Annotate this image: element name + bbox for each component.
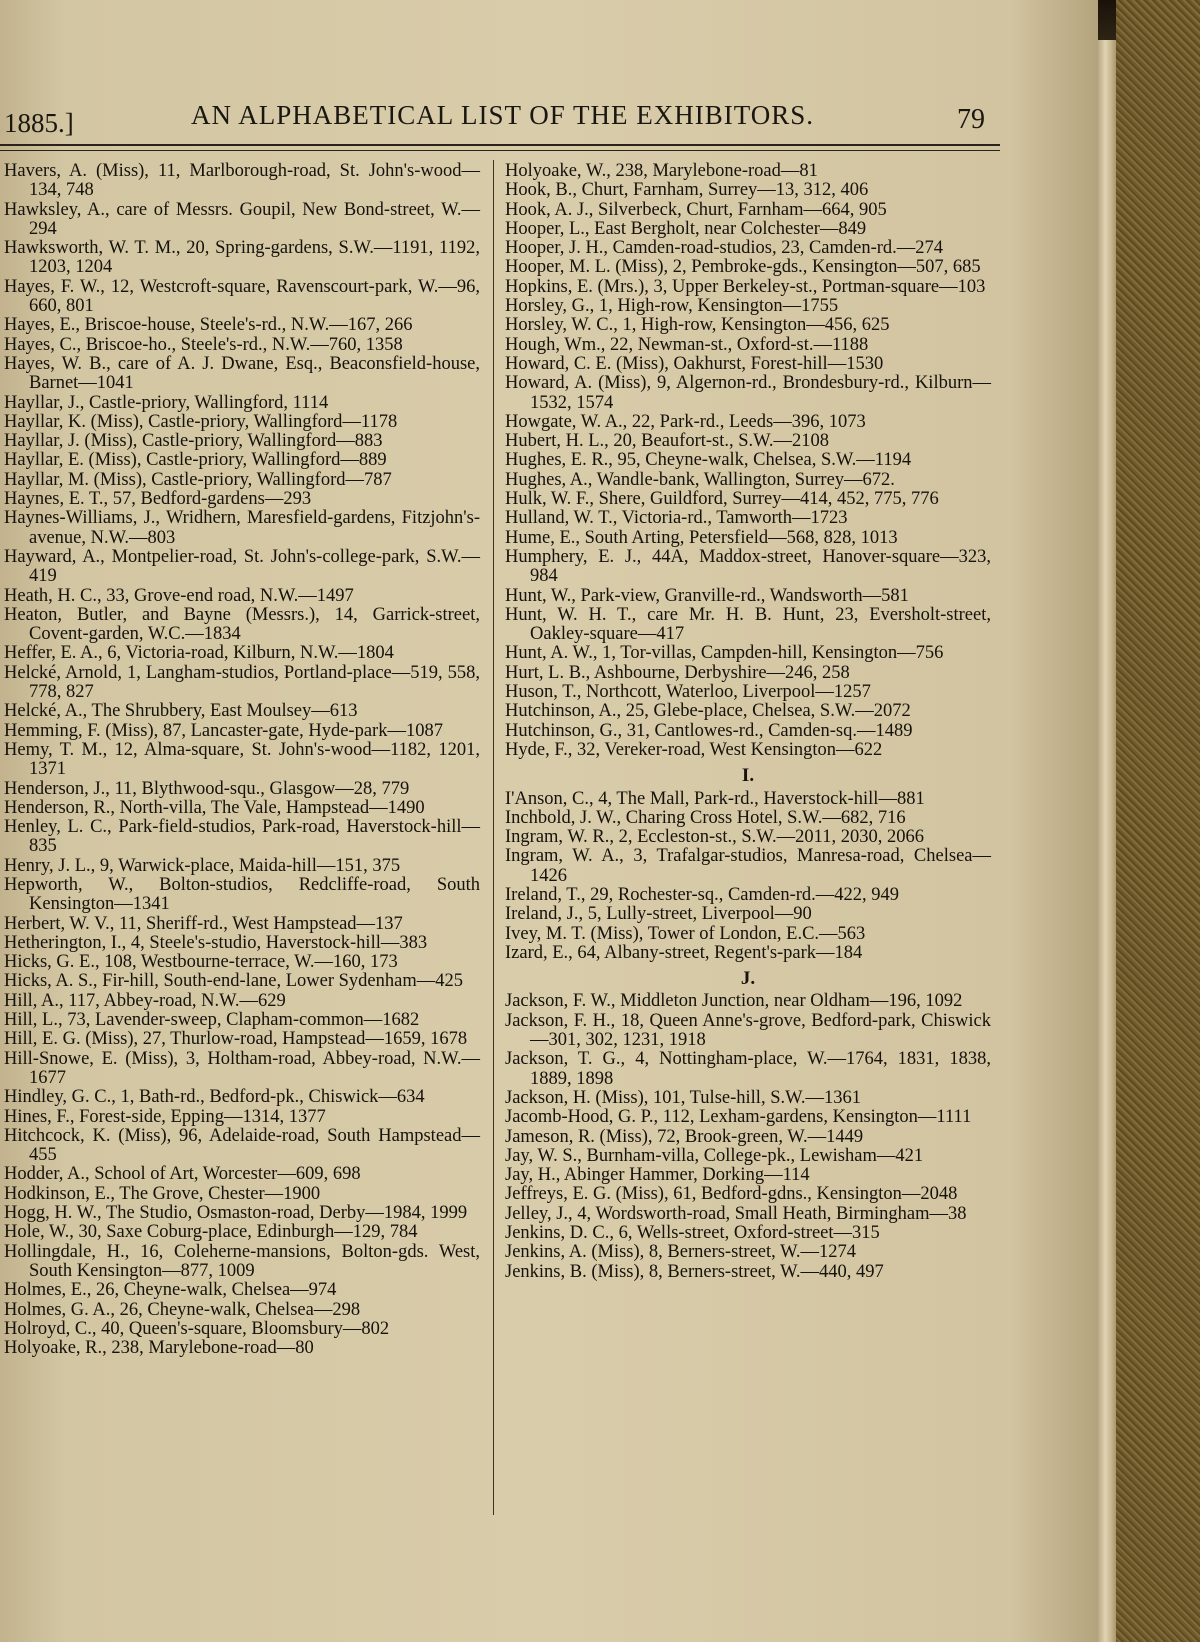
exhibitor-entry: Jackson, H. (Miss), 101, Tulse-hill, S.W.—1361: [505, 1087, 861, 1108]
exhibitor-entry: I'Anson, C., 4, The Mall, Park-rd., Haverstock-hill—881: [505, 788, 925, 809]
exhibitor-entry: Hodkinson, E., The Grove, Chester—1900: [4, 1183, 321, 1204]
j-entries-list: [505, 992, 991, 1281]
header-rule-thick: [0, 144, 1000, 146]
exhibitor-entry: Hume, E., South Arting, Petersfield—568, 828, 1013: [505, 527, 898, 548]
exhibitor-entry: Hitchcock, K. (Miss), 96, Adelaide-road, South Hampstead—455: [4, 1125, 480, 1166]
exhibitor-entry: Ivey, M. T. (Miss), Tower of London, E.C.—563: [505, 923, 866, 944]
exhibitor-entry: Hayllar, E. (Miss), Castle-priory, Wallingford—889: [4, 450, 387, 471]
header-year: 1885.]: [4, 108, 74, 138]
page-edge: [1098, 40, 1116, 1642]
exhibitor-entry: Izard, E., 64, Albany-street, Regent's-park—184: [505, 942, 863, 963]
exhibitor-entry: Hooper, J. H., Camden-road-studios, 23, Camden-rd.—274: [505, 238, 944, 259]
exhibitor-entry: Jacomb-Hood, G. P., 112, Lexham-gardens, Kensington—1111: [505, 1107, 972, 1128]
column-divider: [493, 160, 494, 1515]
exhibitor-entry: Hayllar, M. (Miss), Castle-priory, Wallingford—787: [4, 469, 392, 490]
exhibitor-entry: Hayllar, K. (Miss), Castle-priory, Wallingford—1178: [4, 411, 398, 432]
exhibitor-entry: Hetherington, I., 4, Steele's-studio, Haverstock-hill—383: [4, 932, 428, 953]
exhibitor-entry: Hodder, A., School of Art, Worcester—609, 698: [4, 1164, 361, 1185]
exhibitor-entry: Hole, W., 30, Saxe Coburg-place, Edinburgh—129, 784: [4, 1222, 418, 1243]
i-entries-list: [505, 790, 991, 964]
exhibitor-entry: Howard, A. (Miss), 9, Algernon-rd., Brondesbury-rd., Kilburn—1532, 1574: [505, 373, 991, 413]
exhibitor-entry: Hubert, H. L., 20, Beaufort-st., S.W.—2108: [505, 431, 830, 452]
exhibitor-entry: Jenkins, B. (Miss), 8, Berners-street, W.—440, 497: [505, 1261, 884, 1282]
exhibitor-entry: Hayward, A., Montpelier-road, St. John's-college-park, S.W.—419: [4, 546, 480, 587]
exhibitor-entry: Hooper, L., East Bergholt, near Colchester—849: [505, 218, 867, 239]
exhibitor-entry: Hayes, E., Briscoe-house, Steele's-rd., N.W.—167, 266: [4, 315, 413, 336]
exhibitor-entry: Hutchinson, A., 25, Glebe-place, Chelsea, S.W.—2072: [505, 701, 911, 722]
exhibitor-entry: Hines, F., Forest-side, Epping—1314, 1377: [4, 1106, 326, 1127]
exhibitor-entry: Hunt, W. H. T., care Mr. H. B. Hunt, 23, Eversholt-street, Oakley-square—417: [505, 604, 991, 645]
exhibitor-entry: Hill-Snowe, E. (Miss), 3, Holtham-road, Abbey-road, N.W.—1677: [4, 1048, 480, 1088]
exhibitor-entry: Hill, A., 117, Abbey-road, N.W.—629: [4, 990, 286, 1011]
exhibitor-entry: Helcké, Arnold, 1, Langham-studios, Portland-place—519, 558, 778, 827: [4, 662, 480, 703]
exhibitor-entry: Hawksworth, W. T. M., 20, Spring-gardens, S.W.—1191, 1192, 1203, 1204: [4, 238, 480, 278]
exhibitor-entry: Ireland, T., 29, Rochester-sq., Camden-rd.—422, 949: [505, 884, 900, 905]
exhibitor-entry: Jenkins, D. C., 6, Wells-street, Oxford-street—315: [505, 1223, 880, 1244]
exhibitor-entry: Hawksley, A., care of Messrs. Goupil, New Bond-street, W.—294: [4, 199, 480, 239]
exhibitor-entry: Hopkins, E. (Mrs.), 3, Upper Berkeley-st., Portman-square—103: [505, 276, 986, 297]
exhibitor-entry: Howgate, W. A., 22, Park-rd., Leeds—396, 1073: [505, 411, 866, 432]
exhibitor-entry: Horsley, G., 1, High-row, Kensington—1755: [505, 296, 839, 317]
exhibitor-entry: Hook, B., Churt, Farnham, Surrey—13, 312, 406: [505, 180, 869, 201]
exhibitor-entry: Holyoake, W., 238, Marylebone-road—81: [505, 161, 818, 181]
exhibitor-entry: Ingram, W. R., 2, Eccleston-st., S.W.—2011, 2030, 2066: [505, 827, 924, 848]
exhibitor-entry: Hughes, A., Wandle-bank, Wallington, Surrey—672.: [505, 469, 895, 490]
exhibitor-entry: Heath, H. C., 33, Grove-end road, N.W.—1497: [4, 585, 354, 606]
exhibitor-entry: Hindley, G. C., 1, Bath-rd., Bedford-pk., Chiswick—634: [4, 1087, 425, 1108]
exhibitor-entry: Hayllar, J., Castle-priory, Wallingford, 1114: [4, 392, 329, 413]
book-cover-edge: [1116, 0, 1200, 1642]
exhibitor-entry: Herbert, W. V., 11, Sheriff-rd., West Hampstead—137: [4, 913, 403, 934]
exhibitor-entry: Hollingdale, H., 16, Coleherne-mansions, Bolton-gds. West, South Kensington—877, 1009: [4, 1241, 480, 1281]
exhibitor-entry: Hunt, W., Park-view, Granville-rd., Wandsworth—581: [505, 585, 909, 606]
right-column: [505, 162, 991, 1282]
exhibitor-entry: Hulland, W. T., Victoria-rd., Tamworth—1723: [505, 508, 848, 529]
exhibitor-entry: Jelley, J., 4, Wordsworth-road, Small Heath, Birmingham—38: [505, 1203, 967, 1224]
exhibitor-entry: Holroyd, C., 40, Queen's-square, Bloomsbury—802: [4, 1318, 390, 1339]
exhibitor-entry: Horsley, W. C., 1, High-row, Kensington—456, 625: [505, 315, 890, 336]
exhibitor-entry: Ingram, W. A., 3, Trafalgar-studios, Manresa-road, Chelsea—1426: [505, 846, 991, 886]
exhibitor-entry: Hill, E. G. (Miss), 27, Thurlow-road, Hampstead—1659, 1678: [4, 1029, 468, 1050]
exhibitor-entry: Jay, W. S., Burnham-villa, College-pk., Lewisham—421: [505, 1145, 924, 1166]
exhibitor-entry: Jackson, F. H., 18, Queen Anne's-grove, Bedford-park, Chiswick—301, 302, 1231, 1918: [505, 1010, 991, 1051]
exhibitor-entry: Hooper, M. L. (Miss), 2, Pembroke-gds., Kensington—507, 685: [505, 257, 981, 278]
exhibitor-entry: Hemy, T. M., 12, Alma-square, St. John's-wood—1182, 1201, 1371: [4, 739, 480, 780]
h-entries-list: [505, 162, 991, 760]
exhibitor-entry: Jameson, R. (Miss), 72, Brook-green, W.—1449: [505, 1126, 864, 1147]
exhibitor-entry: Holyoake, R., 238, Marylebone-road—80: [4, 1338, 314, 1359]
exhibitor-entry: Hyde, F., 32, Vereker-road, West Kensington—622: [505, 739, 883, 760]
section-heading-i: I.: [741, 765, 755, 787]
exhibitor-entry: Hough, Wm., 22, Newman-st., Oxford-st.—1188: [505, 334, 869, 355]
exhibitor-entry: Hurt, L. B., Ashbourne, Derbyshire—246, 258: [505, 662, 850, 683]
left-column: [4, 162, 480, 1358]
exhibitor-entry: Jackson, T. G., 4, Nottingham-place, W.—1764, 1831, 1838, 1889, 1898: [505, 1049, 991, 1089]
exhibitor-entry: Henley, L. C., Park-field-studios, Park-road, Haverstock-hill—835: [4, 817, 480, 857]
exhibitor-entry: Hicks, A. S., Fir-hill, South-end-lane, Lower Sydenham—425: [4, 971, 463, 992]
exhibitor-entry: Hulk, W. F., Shere, Guildford, Surrey—414, 452, 775, 776: [505, 489, 939, 510]
exhibitor-entry: Hicks, G. E., 108, Westbourne-terrace, W.—160, 173: [4, 952, 398, 973]
exhibitor-entry: Holmes, G. A., 26, Cheyne-walk, Chelsea—298: [4, 1299, 361, 1320]
exhibitor-entry: Hayes, C., Briscoe-ho., Steele's-rd., N.W.—760, 1358: [4, 334, 403, 355]
exhibitor-entry: Haynes, E. T., 57, Bedford-gardens—293: [4, 489, 312, 510]
exhibitor-entry: Henderson, J., 11, Blythwood-squ., Glasgow—28, 779: [4, 778, 410, 799]
exhibitor-entry: Haynes-Williams, J., Wridhern, Maresfield-gardens, Fitzjohn's-avenue, N.W.—803: [4, 508, 480, 548]
exhibitor-entry: Jackson, F. W., Middleton Junction, near Oldham—196, 1092: [505, 991, 963, 1012]
exhibitor-entry: Hepworth, W., Bolton-studios, Redcliffe-road, South Kensington—1341: [4, 874, 480, 915]
section-heading-j: J.: [740, 968, 756, 990]
exhibitor-entry: Hook, A. J., Silverbeck, Churt, Farnham—664, 905: [505, 199, 887, 220]
exhibitor-entry: Hunt, A. W., 1, Tor-villas, Campden-hill, Kensington—756: [505, 643, 944, 664]
exhibitor-entry: Hayes, W. B., care of A. J. Dwane, Esq., Beaconsfield-house, Barnet—1041: [4, 353, 480, 394]
header-title: AN ALPHABETICAL LIST OF THE EXHIBITORS.: [191, 100, 815, 130]
exhibitor-entry: Huson, T., Northcott, Waterloo, Liverpool—1257: [505, 682, 871, 703]
exhibitor-entry: Hayes, F. W., 12, Westcroft-square, Ravenscourt-park, W.—96, 660, 801: [4, 276, 480, 317]
exhibitor-entry: Heffer, E. A., 6, Victoria-road, Kilburn, N.W.—1804: [4, 643, 394, 664]
page-header: [0, 100, 1000, 144]
exhibitor-entry: Hutchinson, G., 31, Cantlowes-rd., Camden-sq.—1489: [505, 720, 913, 741]
exhibitor-entry: Hill, L., 73, Lavender-sweep, Clapham-common—1682: [4, 1010, 420, 1031]
exhibitor-entry: Howard, C. E. (Miss), Oakhurst, Forest-hill—1530: [505, 353, 884, 374]
exhibitor-entry: Henderson, R., North-villa, The Vale, Hampstead—1490: [4, 797, 425, 818]
exhibitor-entry: Hayllar, J. (Miss), Castle-priory, Wallingford—883: [4, 431, 383, 452]
exhibitor-entry: Humphery, E. J., 44A, Maddox-street, Hanover-square—323, 984: [505, 546, 991, 587]
header-rule-thin: [0, 150, 1000, 151]
exhibitor-entry: Hemming, F. (Miss), 87, Lancaster-gate, Hyde-park—1087: [4, 720, 443, 741]
exhibitor-entry: Ireland, J., 5, Lully-street, Liverpool—90: [505, 904, 812, 925]
exhibitor-entry: Holmes, E., 26, Cheyne-walk, Chelsea—974: [4, 1280, 337, 1301]
exhibitor-entry: Jeffreys, E. G. (Miss), 61, Bedford-gdns., Kensington—2048: [505, 1184, 958, 1205]
exhibitor-entry: Inchbold, J. W., Charing Cross Hotel, S.W.—682, 716: [505, 807, 906, 828]
exhibitor-entry: Hogg, H. W., The Studio, Osmaston-road, Derby—1984, 1999: [4, 1203, 468, 1224]
exhibitor-entry: Henry, J. L., 9, Warwick-place, Maida-hill—151, 375: [4, 855, 401, 876]
exhibitor-entry: Jenkins, A. (Miss), 8, Berners-street, W.—1274: [505, 1242, 856, 1263]
exhibitor-entry: Havers, A. (Miss), 11, Marlborough-road, St. John's-wood—134, 748: [4, 161, 480, 201]
page-number: 79: [957, 104, 985, 135]
exhibitor-entry: Hughes, E. R., 95, Cheyne-walk, Chelsea, S.W.—1194: [505, 450, 912, 471]
exhibitor-entry: Heaton, Butler, and Bayne (Messrs.), 14, Garrick-street, Covent-garden, W.C.—1834: [4, 604, 480, 645]
exhibitor-entry: Jay, H., Abinger Hammer, Dorking—114: [505, 1165, 810, 1186]
exhibitor-entry: Helcké, A., The Shrubbery, East Moulsey—613: [4, 701, 358, 722]
